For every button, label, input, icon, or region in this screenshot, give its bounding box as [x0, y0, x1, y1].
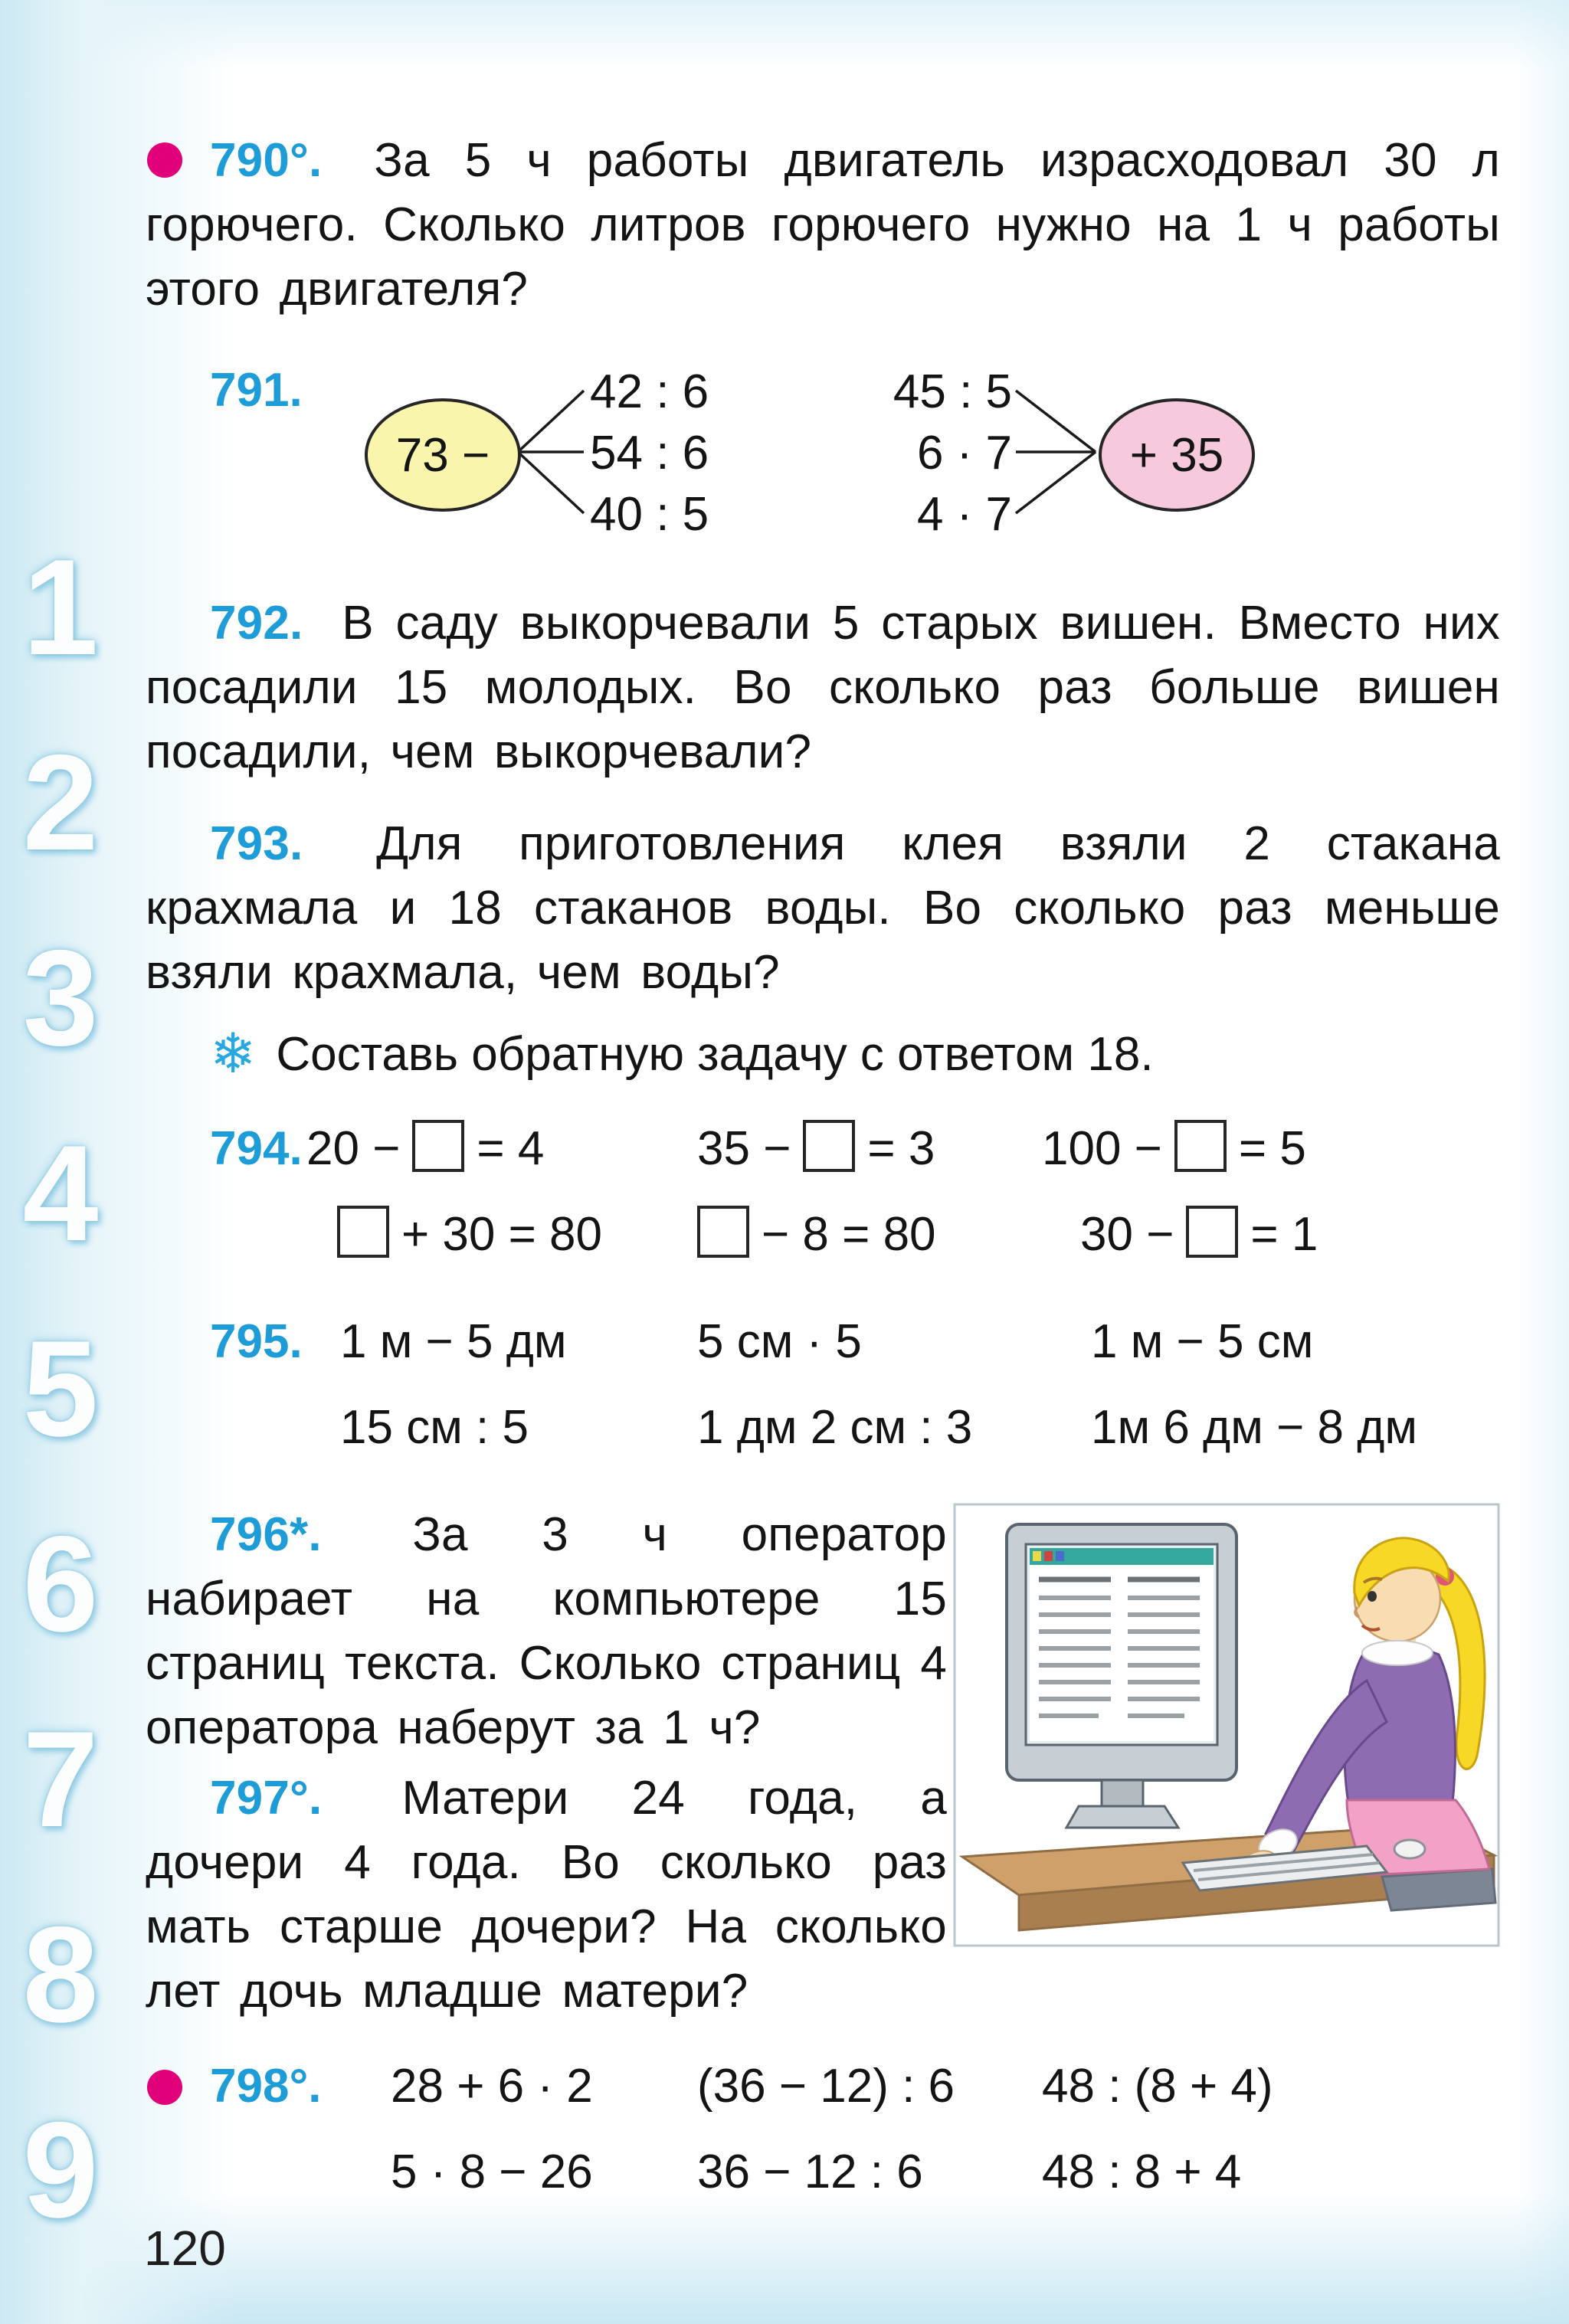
problem-number: 792. [210, 597, 303, 650]
answer-box [1186, 1206, 1238, 1258]
branch-expression: 54 : 6 [590, 427, 709, 480]
expression: 5 · 8 − 26 [391, 2146, 593, 2198]
start-oval: 73 − [365, 398, 521, 512]
branch-expression: 4 · 7 [916, 488, 1012, 541]
expression: 36 − 12 : 6 [697, 2146, 923, 2198]
problem-790 [146, 129, 1500, 322]
expression: 1 дм 2 см : 3 [697, 1401, 973, 1454]
answer-box [803, 1120, 855, 1172]
problem-text: В саду выкорчевали 5 старых вишен. Вместо них посадили 15 молодых. Во сколько раз больше вишен посадили, чем выкорчевали? [146, 597, 1500, 778]
problem-number: 795. [210, 1315, 303, 1368]
equation-with-blank [697, 1117, 935, 1181]
equation-pre: 30 − [1080, 1208, 1174, 1261]
problem-796 [146, 1503, 947, 1760]
chair [1382, 1869, 1495, 1910]
end-oval: + 35 [1099, 398, 1255, 512]
branch-expression: 40 : 5 [590, 488, 709, 541]
sidebar-ghost-digit: 1 [22, 531, 99, 683]
sidebar-ghost-digit: 3 [22, 921, 99, 1074]
equation-post: − 8 = 80 [762, 1208, 936, 1261]
sidebar-ghost-digit: 2 [22, 726, 99, 879]
sidebar-ghost-digit: 8 [22, 1898, 99, 2051]
extra-task-text: Составь обратную задачу с ответом 18. [276, 1027, 1154, 1081]
answer-box [697, 1206, 749, 1258]
equation-post: = 4 [477, 1122, 545, 1175]
expression: 1 м − 5 см [1091, 1315, 1314, 1368]
branch-expression: 6 · 7 [916, 427, 1012, 480]
answer-box [337, 1206, 389, 1258]
problem-text: Матери 24 года, а дочери 4 года. Во сколько раз мать старше дочери? На сколько лет дочь младше матери? [146, 1772, 947, 2018]
equation-with-blank [697, 1203, 936, 1267]
equation-with-blank [1080, 1203, 1318, 1267]
equation-post: + 30 = 80 [401, 1208, 603, 1261]
text-column [146, 1503, 947, 2031]
snowflake-icon: ❄ [210, 1023, 257, 1085]
extra-task [146, 1019, 1500, 1089]
problem-number: 797°. [210, 1772, 323, 1825]
problem-791-diagram [146, 355, 1500, 548]
problem-794 [146, 1117, 1500, 1279]
connector-lines [146, 355, 1500, 548]
problems-796-797-section [146, 1503, 1500, 2031]
sidebar-ghost-digit: 5 [22, 1312, 99, 1465]
page-content [146, 129, 1500, 2217]
problem-text: За 5 ч работы двигатель израсходовал 30 л горючего. Сколько литров горючего нужно на 1 ч работы этого двигателя? [146, 134, 1500, 316]
problem-number: 790°. [210, 134, 323, 187]
equation-post: = 3 [867, 1122, 935, 1175]
problem-number: 796*. [210, 1508, 322, 1561]
magenta-bullet-icon [147, 142, 182, 178]
problem-797 [146, 1766, 947, 2024]
sidebar-ghost-digit: 9 [22, 2093, 99, 2246]
equation-with-blank [1042, 1117, 1306, 1181]
expression: 28 + 6 · 2 [391, 2060, 593, 2113]
illustration-svg [953, 1503, 1500, 1947]
problem-798 [146, 2054, 1500, 2217]
problem-text: За 3 ч оператор набирает на компьютере 15 страниц текста. Сколько страниц 4 оператора наберут за 1 ч? [146, 1508, 947, 1754]
equation-with-blank [337, 1203, 602, 1267]
equation-post: = 5 [1238, 1122, 1306, 1175]
sidebar-ghost-digit: 6 [22, 1507, 99, 1660]
page-number: 120 [144, 2221, 226, 2276]
expression: 1м 6 дм − 8 дм [1091, 1401, 1418, 1454]
expression: 5 см · 5 [697, 1315, 862, 1368]
sidebar-ghost-digit: 4 [22, 1117, 99, 1269]
answer-box [412, 1120, 464, 1172]
equation-pre: 20 − [306, 1122, 401, 1175]
problem-795 [146, 1310, 1500, 1472]
equation-post: = 1 [1250, 1208, 1318, 1261]
problem-text: Для приготовления клея взяли 2 стакана крахмала и 18 стаканов воды. Во сколько раз меньше взяли крахмала, чем воды? [146, 817, 1500, 999]
branch-expression: 45 : 5 [893, 365, 1012, 418]
equation-with-blank [306, 1117, 544, 1181]
problem-number: 793. [210, 817, 303, 870]
expression: 15 см : 5 [340, 1401, 529, 1454]
expression: 48 : 8 + 4 [1042, 2146, 1242, 2198]
equation-pre: 100 − [1042, 1122, 1162, 1175]
magenta-bullet-icon [147, 2070, 182, 2105]
problem-793 [146, 812, 1500, 1005]
problem-792 [146, 591, 1500, 784]
computer-operator-illustration [953, 1503, 1500, 1947]
mouse-icon [1394, 1840, 1425, 1858]
problem-number: 798°. [210, 2060, 322, 2113]
expression: (36 − 12) : 6 [697, 2060, 955, 2113]
equation-pre: 35 − [697, 1122, 791, 1175]
expression: 1 м − 5 дм [340, 1315, 567, 1368]
answer-box [1174, 1120, 1227, 1172]
sidebar-ghost-digit: 7 [22, 1703, 99, 1855]
problem-number: 791. [210, 364, 303, 417]
problem-number: 794. [210, 1122, 303, 1175]
expression: 48 : (8 + 4) [1042, 2060, 1273, 2113]
branch-expression: 42 : 6 [590, 365, 709, 418]
